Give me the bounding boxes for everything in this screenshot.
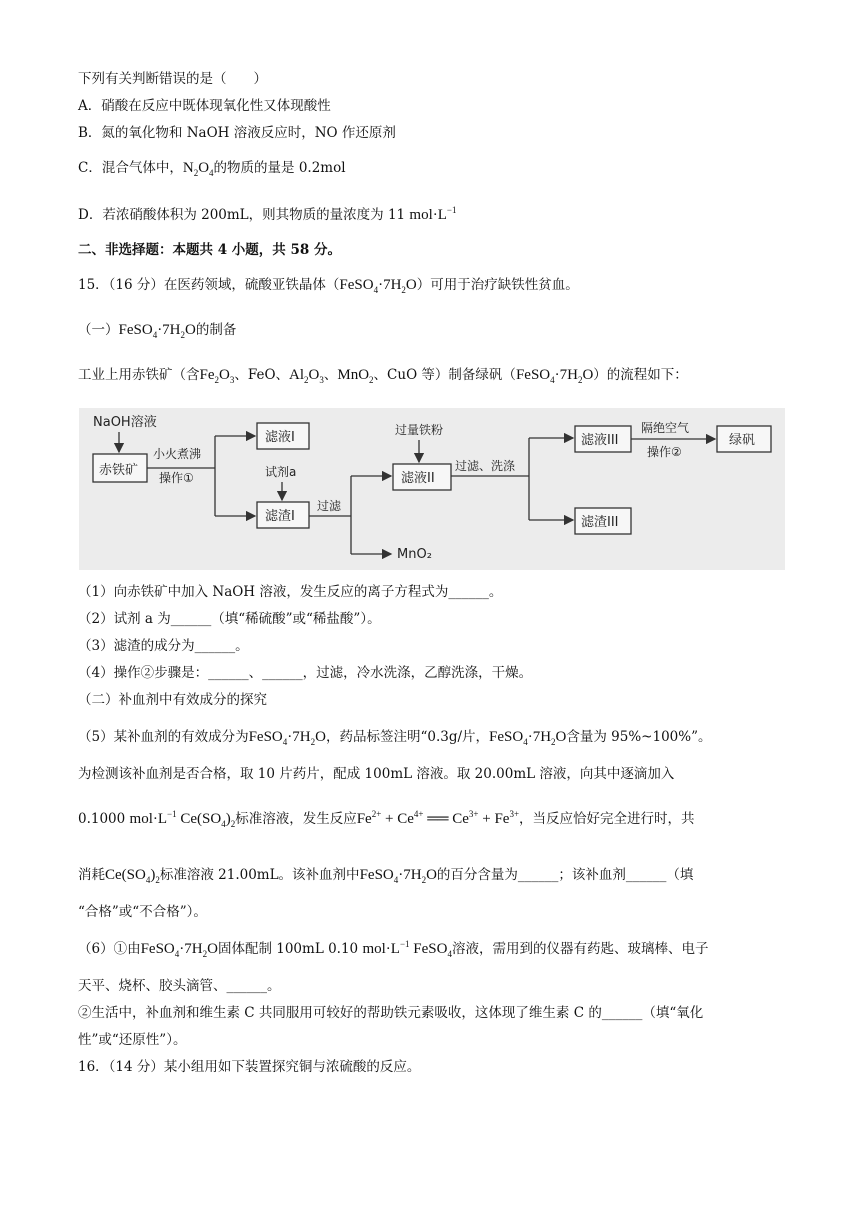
q15-sub-3: （3）滤渣的成分为______。 bbox=[78, 638, 249, 654]
q15-sub-5-line1: （5）某补血剂的有效成分为$FeSO_4\cdot 7H_2O$，药品标签注明“0.3g/片，$FeSO_4\cdot 7H_2O$含量为 95%~100%”。 bbox=[78, 729, 712, 747]
label-ore: 赤铁矿 bbox=[99, 463, 139, 478]
label-iron-powder: 过量铁粉 bbox=[395, 423, 444, 437]
label-filter: 过滤 bbox=[317, 499, 342, 513]
label-reagent-a: 试剂a bbox=[265, 465, 297, 479]
q14-stem: 下列有关判断错误的是（ ） bbox=[78, 71, 267, 87]
label-op2: 操作② bbox=[647, 445, 682, 459]
process-flowchart bbox=[79, 408, 785, 570]
q14-option-d: D．若浓硝酸体积为 200mL，则其物质的量浓度为 11 $mol\cdot L^{-1}$ bbox=[78, 205, 457, 223]
q15-stem: 15．（16 分）在医药领域，硫酸亚铁晶体$(FeSO_4\cdot 7H_2O)$可用于治疗缺铁性贫血。 bbox=[78, 277, 579, 295]
q15-sub-6-line1: （6）①由$FeSO_4\cdot 7H_2O$固体配制 100mL 0.10 $mol\cdot L^{-1}$ FeSO$_4$溶液，需用到的仪器有药匙、玻璃棒、电子 bbox=[78, 939, 709, 959]
label-filter-wash: 过滤、洗涤 bbox=[455, 459, 516, 473]
section-title: 二、非选择题：本题共 4 小题，共 58 分。 bbox=[78, 242, 341, 258]
q16-stem: 16．（14 分）某小组用如下装置探究铜与浓硫酸的反应。 bbox=[78, 1059, 421, 1075]
label-product: 绿矾 bbox=[729, 433, 756, 448]
q15-sub-5-line3: 0.1000 $mol\cdot L^{-1}$ $Ce(SO_4)_2$标准溶液，发生反应$Fe^{2+} + Ce^{4+}$ ══ $Ce^{3+} + Fe^{3+}$，当反应恰好完全进行时，共 bbox=[78, 809, 695, 829]
label-naoh: NaOH溶液 bbox=[93, 415, 157, 430]
q15-sub-6-line3: ②生活中，补血剂和维生素 C 共同服用可较好的帮助铁元素吸收，这体现了维生素 C 的______（填“氧化 bbox=[78, 1005, 704, 1021]
label-filtrate-1: 滤液I bbox=[265, 430, 295, 445]
part-one-heading: （一）$FeSO_4\cdot 7H_2O$的制备 bbox=[78, 322, 237, 340]
q14-option-a: A．硝酸在反应中既体现氧化性又体现酸性 bbox=[78, 98, 331, 114]
label-mno2: MnO₂ bbox=[397, 547, 432, 562]
label-air-isolated: 隔绝空气 bbox=[641, 421, 690, 435]
part-two-heading: （二）补血剂中有效成分的探究 bbox=[78, 692, 267, 708]
q15-sub-1: （1）向赤铁矿中加入 NaOH 溶液，发生反应的离子方程式为______。 bbox=[78, 584, 503, 600]
label-filtrate-3: 滤液III bbox=[581, 433, 619, 448]
q15-sub-5-line4: 消耗$Ce(SO_4)_2$标准溶液 21.00mL。该补血剂中$FeSO_4\cdot 7H_2O$的百分含量为______；该补血剂______（填 bbox=[78, 867, 694, 885]
q15-sub-2: （2）试剂 a 为______（填“稀硫酸”或“稀盐酸”）。 bbox=[78, 611, 381, 627]
flow-intro: 工业上用赤铁矿（含$Fe_2O_3$、FeO、$Al_2O_3$、MnO$_2$、CuO 等）制备绿矾$(FeSO_4\cdot 7H_2O)$的流程如下： bbox=[78, 367, 688, 385]
q14-option-b: B．氮的氧化物和 NaOH 溶液反应时，NO 作还原剂 bbox=[78, 125, 396, 141]
label-filtrate-2: 滤液II bbox=[401, 471, 435, 486]
q15-sub-6-line2: 天平、烧杯、胶头滴管、______。 bbox=[78, 978, 281, 994]
q15-sub-6-line4: 性”或“还原性”）。 bbox=[78, 1032, 187, 1048]
q15-sub-5-line2: 为检测该补血剂是否合格，取 10 片药片，配成 100mL 溶液。取 20.00mL 溶液，向其中逐滴加入 bbox=[78, 766, 675, 782]
label-residue-3: 滤渣III bbox=[581, 515, 619, 530]
q15-sub-4: （4）操作②步骤是：______、______，过滤，冷水洗涤，乙醇洗涤，干燥。 bbox=[78, 665, 533, 681]
label-residue-1: 滤渣I bbox=[265, 509, 295, 524]
label-op1-bottom: 操作① bbox=[159, 471, 194, 485]
label-op1-top: 小火煮沸 bbox=[153, 447, 202, 461]
q15-sub-5-line5: “合格”或“不合格”）。 bbox=[78, 904, 207, 920]
q14-option-c: C．混合气体中，$N_2O_4$的物质的量是 0.2mol bbox=[78, 160, 346, 178]
